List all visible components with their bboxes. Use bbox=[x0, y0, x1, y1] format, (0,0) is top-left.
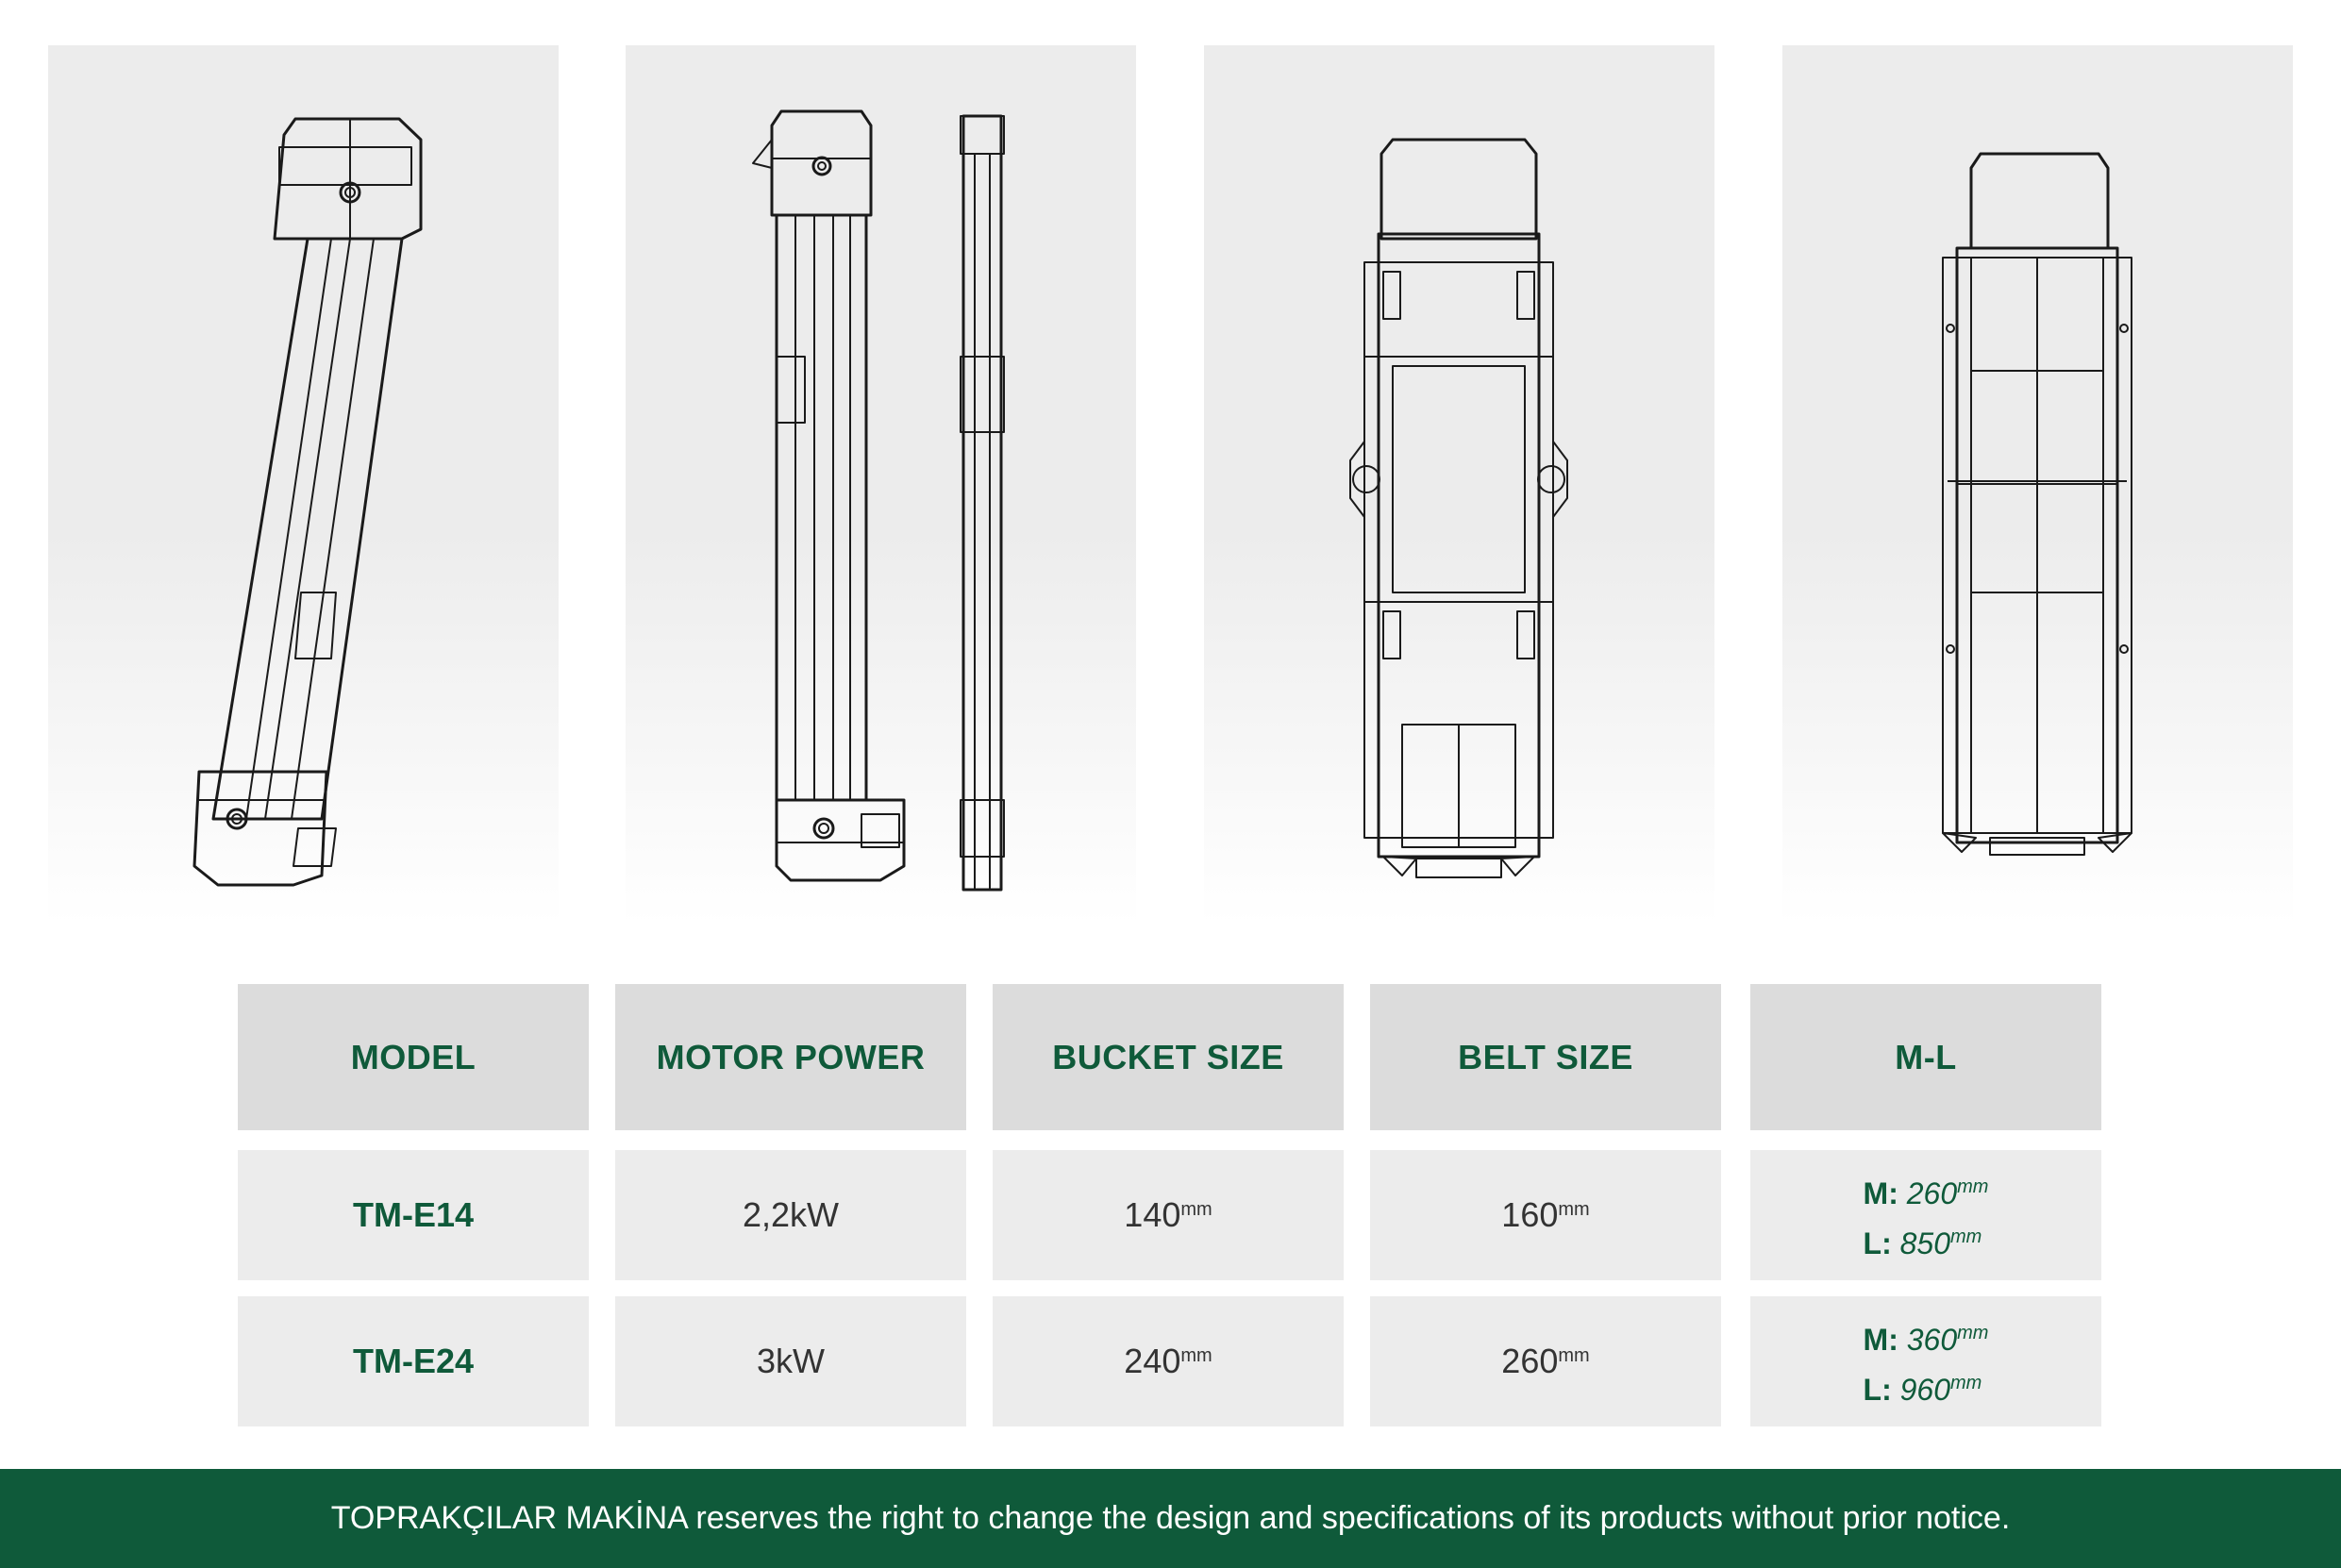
header-label: BELT SIZE bbox=[1458, 1037, 1633, 1076]
m-l-values bbox=[1864, 1314, 1989, 1409]
belt-size-value: $160^{mm}$ bbox=[1501, 1195, 1590, 1234]
elevator-isometric-drawing bbox=[48, 45, 559, 925]
table-row-2-model bbox=[238, 1296, 589, 1426]
table-row-1-motor-power bbox=[615, 1150, 966, 1280]
drawing-panel-bottom bbox=[1782, 45, 2293, 925]
header-label: MOTOR POWER bbox=[656, 1037, 926, 1076]
header-cell-motor-power bbox=[615, 984, 966, 1130]
table-row-1-bucket-size bbox=[993, 1150, 1344, 1280]
drawing-panel-top bbox=[1204, 45, 1714, 925]
elevator-side-drawing bbox=[626, 45, 1136, 925]
model-name: TM-E24 bbox=[352, 1342, 475, 1380]
header-cell-m-l bbox=[1750, 984, 2101, 1130]
belt-size-value: $260^{mm}$ bbox=[1501, 1342, 1590, 1380]
elevator-top-drawing bbox=[1204, 45, 1714, 925]
table-row-1-m-l bbox=[1750, 1150, 2101, 1280]
m-value-line: M: $260^{mm}$ bbox=[1863, 1176, 1989, 1210]
m-value-line: M: $360^{mm}$ bbox=[1863, 1323, 1989, 1357]
drawing-panel-side bbox=[626, 45, 1136, 925]
footer-banner bbox=[0, 1469, 2341, 1568]
l-value-line: L: $960^{mm}$ bbox=[1863, 1373, 1982, 1407]
model-name: TM-E14 bbox=[352, 1195, 475, 1234]
footer-notice: TOPRAKÇILAR MAKİNA reserves the right to change the design and specifications of its products without prior notice. bbox=[330, 1500, 2011, 1536]
unit-label: mm bbox=[1180, 1199, 1212, 1220]
table-row-2-belt-size bbox=[1370, 1296, 1721, 1426]
motor-power-value: 2,2kW bbox=[742, 1195, 840, 1234]
table-row-1-belt-size bbox=[1370, 1150, 1721, 1280]
l-value-line: L: $850^{mm}$ bbox=[1863, 1226, 1982, 1260]
table-row-1-model bbox=[238, 1150, 589, 1280]
bucket-size-value: $240^{mm}$ bbox=[1124, 1342, 1212, 1380]
motor-power-value: 3kW bbox=[757, 1342, 825, 1380]
header-cell-model bbox=[238, 984, 589, 1130]
header-label: MODEL bbox=[350, 1037, 477, 1076]
table-row-2-motor-power bbox=[615, 1296, 966, 1426]
table-row-2-m-l bbox=[1750, 1296, 2101, 1426]
header-cell-belt-size bbox=[1370, 984, 1721, 1130]
m-l-values bbox=[1864, 1168, 1989, 1262]
bucket-size-value: $140^{mm}$ bbox=[1124, 1195, 1212, 1234]
header-label: BUCKET SIZE bbox=[1052, 1037, 1284, 1076]
elevator-bottom-drawing bbox=[1782, 45, 2293, 925]
unit-label: mm bbox=[1558, 1345, 1590, 1366]
table-row-2-bucket-size bbox=[993, 1296, 1344, 1426]
unit-label: mm bbox=[1558, 1199, 1590, 1220]
header-label: M-L bbox=[1895, 1037, 1957, 1076]
unit-label: mm bbox=[1180, 1345, 1212, 1366]
drawing-panel-isometric bbox=[48, 45, 559, 925]
header-cell-bucket-size bbox=[993, 984, 1344, 1130]
